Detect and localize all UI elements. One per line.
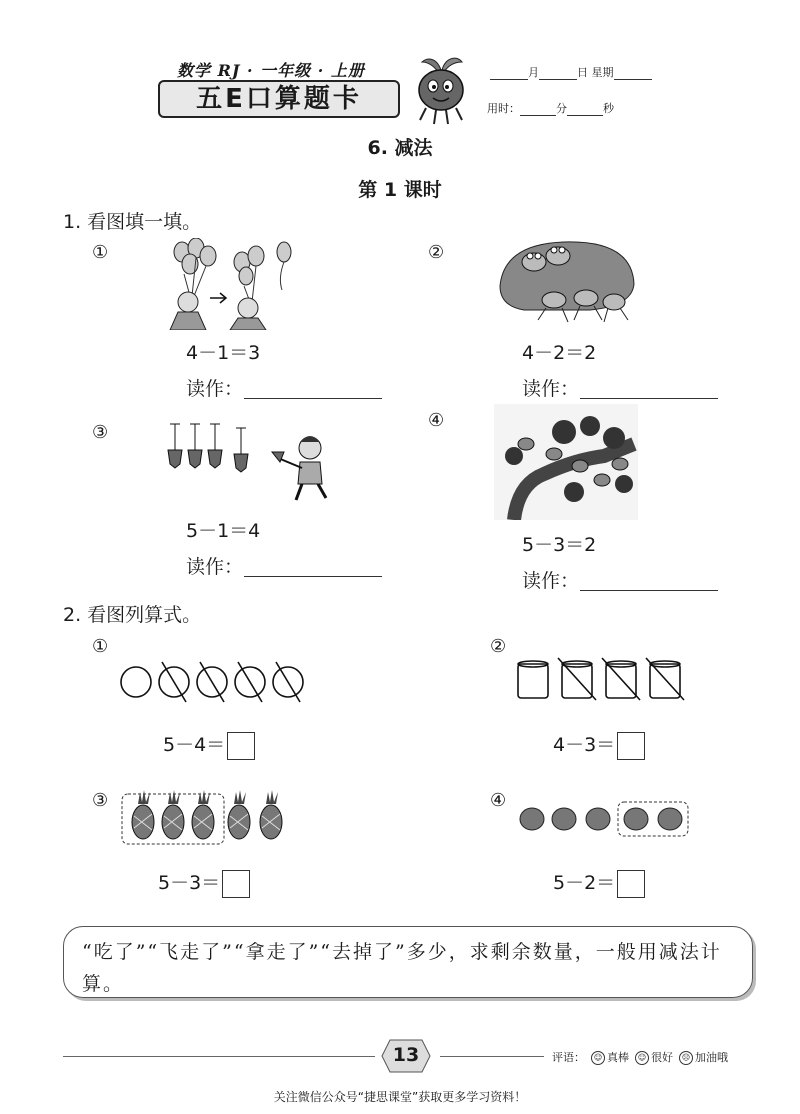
weekday-label: 星期: [591, 66, 614, 79]
q1-item-3-read-label: 读作：: [186, 556, 244, 578]
clown-balloons-image: [160, 238, 300, 330]
pineapples-image: [118, 788, 298, 848]
question-2-title: 2. 看图列算式。: [63, 604, 202, 626]
q2-item-1-equation: 5－4＝: [163, 730, 255, 760]
date-fields: [490, 64, 652, 80]
subject-grade-label: 数学 RJ · 一年级 · 上册: [177, 61, 365, 80]
balls-image: [514, 800, 692, 840]
month-blank[interactable]: [490, 67, 528, 80]
q1-item-2-number: ②: [428, 242, 445, 263]
squirrels-tree-image: [494, 404, 638, 520]
q1-item-2-equation: 4－2＝2: [522, 342, 597, 364]
q2-item-4-equation: 5－2＝: [553, 868, 645, 898]
q1-item-4-read-label: 读作：: [522, 570, 580, 592]
chapter-title: 6. 减法: [367, 137, 433, 159]
q1-item-4-equation: 5－3＝2: [522, 534, 597, 556]
book-title: 五E口算题卡: [158, 80, 400, 118]
rating-keep-going: 加油哦: [695, 1051, 728, 1064]
q2-item-3-answer-box[interactable]: [222, 870, 250, 898]
rating-good: 很好: [651, 1051, 673, 1064]
day-blank[interactable]: [539, 67, 577, 80]
q1-item-1-read-label: 读作：: [186, 378, 244, 400]
q1-item-1-answer-line[interactable]: [244, 398, 382, 399]
cheer-face-icon[interactable]: ☹: [679, 1051, 693, 1065]
q2-item-4-answer-box[interactable]: [617, 870, 645, 898]
q1-item-3-answer-line[interactable]: [244, 576, 382, 577]
rating-label: 评语：: [552, 1051, 585, 1064]
footer-notice: 关注微信公众号“捷思课堂”获取更多学习资料！: [273, 1090, 527, 1104]
q1-item-3-number: ③: [92, 422, 109, 443]
q1-item-4-number: ④: [428, 410, 445, 431]
good-face-icon[interactable]: ☺: [635, 1051, 649, 1065]
q2-item-2-answer-box[interactable]: [617, 732, 645, 760]
q1-item-3-equation: 5－1＝4: [186, 520, 261, 542]
time-label: 用时：: [487, 102, 520, 115]
seconds-label: 秒: [603, 102, 614, 115]
mascot-image: [408, 52, 474, 126]
q1-item-2-answer-line[interactable]: [580, 398, 718, 399]
frogs-on-rock-image: [494, 236, 636, 326]
great-face-icon[interactable]: ☺: [591, 1051, 605, 1065]
footer-divider-right: [440, 1056, 544, 1057]
minutes-blank[interactable]: [520, 103, 556, 116]
q1-item-1-equation: 4－1＝3: [186, 342, 261, 364]
lesson-title: 第 1 课时: [358, 179, 442, 201]
q1-item-1-number: ①: [92, 242, 109, 263]
tip-text: “吃了”“飞走了”“拿走了”“去掉了”多少，求剩余数量，一般用减法计算。: [82, 941, 722, 995]
day-label: 日: [577, 66, 588, 79]
q2-item-1-number: ①: [92, 636, 109, 657]
footer-divider-left: [63, 1056, 375, 1057]
crossed-circles-image: [118, 660, 308, 704]
q1-item-2-read-label: 读作：: [522, 378, 580, 400]
time-fields: [487, 100, 614, 116]
q2-item-2-number: ②: [490, 636, 507, 657]
rating-great: 真棒: [607, 1051, 629, 1064]
q2-item-2-equation: 4－3＝: [553, 730, 645, 760]
crossed-cups-image: [512, 656, 690, 702]
month-label: 月: [528, 66, 539, 79]
q2-item-1-answer-box[interactable]: [227, 732, 255, 760]
question-1-title: 1. 看图填一填。: [63, 211, 202, 233]
q2-item-3-number: ③: [92, 790, 109, 811]
weekday-blank[interactable]: [614, 67, 652, 80]
q2-item-3-equation: 5－3＝: [158, 868, 250, 898]
minutes-label: 分: [556, 102, 567, 115]
q1-item-4-answer-line[interactable]: [580, 590, 718, 591]
seconds-blank[interactable]: [567, 103, 603, 116]
page-number: 13: [392, 1044, 420, 1066]
shovels-boy-image: [160, 418, 336, 510]
q2-item-4-number: ④: [490, 790, 507, 811]
rating-row: [552, 1049, 728, 1065]
